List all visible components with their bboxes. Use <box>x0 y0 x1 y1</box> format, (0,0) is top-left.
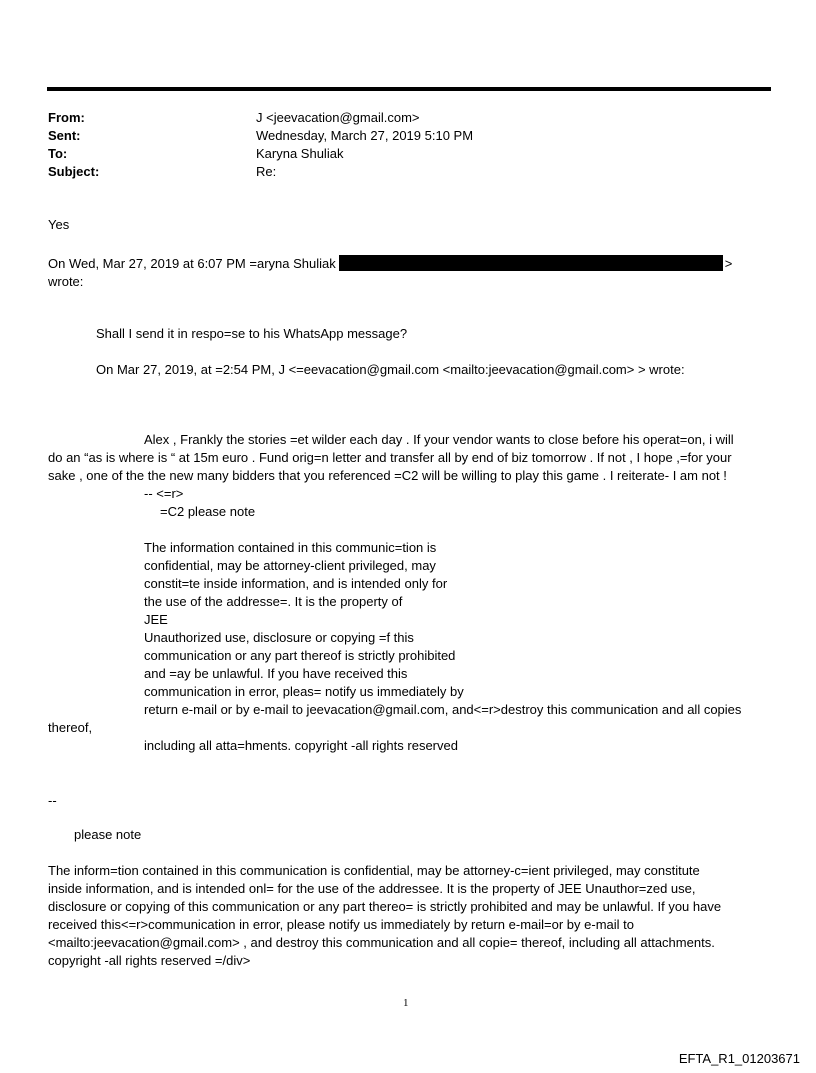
disclaimer-1-line: communication in error, pleas= notify us immediately by <box>144 684 464 699</box>
disclaimer-1-line: constit=te inside information, and is intended only for <box>144 576 448 591</box>
subject-label: Subject: <box>48 164 100 179</box>
dashes-r: -- <=r> <box>144 486 184 501</box>
disclaimer-1-line: the use of the addresse=. It is the property of <box>144 594 403 609</box>
disclaimer-1-line: The information contained in this communic=tion is <box>144 540 437 555</box>
disclaimer-1-line: communication or any part thereof is strictly prohibited <box>144 648 456 663</box>
quote-intro <box>48 255 732 273</box>
disclaimer-1-last: including all atta=hments. copyright -all rights reserved <box>144 738 458 753</box>
subject-value: Re: <box>256 164 277 179</box>
to-value: Karyna Shuliak <box>256 146 344 161</box>
sent-label: Sent: <box>48 128 81 143</box>
disclaimer-2-line: disclosure or copying of this communication or any part thereo= is strictly prohibited and may be unlawful. If you have <box>48 899 722 914</box>
please-note: please note <box>74 827 142 842</box>
subject-row <box>48 163 473 181</box>
sent-row <box>48 127 473 145</box>
alex-line-1: Alex , Frankly the stories =et wilder each day . If your vendor wants to close before his operat=on, i will <box>144 432 734 447</box>
signature-dashes: -- <box>48 793 57 808</box>
from-row <box>48 109 473 127</box>
to-row <box>48 145 473 163</box>
disclaimer-2-line: received this<=r>communication in error, please notify us immediately by return e-mail=or by e-mail to <box>48 917 634 932</box>
disclaimer-2-line: inside information, and is intended onl= for the use of the addressee. It is the property of JEE Unauthor=zed use, <box>48 881 696 896</box>
disclaimer-block-1 <box>144 539 504 701</box>
quoted-intro-2: On Mar 27, 2019, at =2:54 PM, J <=eevacation@gmail.com <mailto:jeevacation@gmail.com> > wrote: <box>96 362 685 377</box>
disclaimer-1-line: JEE <box>144 612 168 627</box>
disclaimer-1-line: Unauthorized use, disclosure or copying =f this <box>144 630 414 645</box>
page-number: 1 <box>403 997 409 1009</box>
bates-number: EFTA_R1_01203671 <box>678 1051 800 1066</box>
reply-text: Yes <box>48 217 70 232</box>
redaction-bar <box>339 255 723 271</box>
disclaimer-1-line: and =ay be unlawful. If you have received this <box>144 666 408 681</box>
disclaimer-2-line: The inform=tion contained in this communication is confidential, may be attorney-c=ient privileged, may constitute <box>48 863 700 878</box>
disclaimer-1-line: confidential, may be attorney-client privileged, may <box>144 558 436 573</box>
to-label: To: <box>48 146 68 161</box>
quote-intro-wrote: wrote: <box>48 274 84 289</box>
quoted-question: Shall I send it in respo=se to his WhatsApp message? <box>96 326 408 341</box>
sent-value: Wednesday, March 27, 2019 5:10 PM <box>256 128 474 143</box>
top-rule <box>47 87 771 91</box>
alex-line-3: sake , one of the the new many bidders that you referenced =C2 will be willing to play this game . I reiterate- I am not ! <box>48 468 727 483</box>
disclaimer-block-2 <box>48 862 772 970</box>
disclaimer-2-line: copyright -all rights reserved =/div> <box>48 953 251 968</box>
c2-please-note: =C2 please note <box>160 504 256 519</box>
disclaimer-1-long-line: return e-mail or by e-mail to jeevacation@gmail.com, and<=r>destroy this communication and all copies <box>144 702 742 717</box>
from-label: From: <box>48 110 85 125</box>
quote-intro-end: > <box>724 256 733 271</box>
disclaimer-2-line: <mailto:jeevacation@gmail.com> , and destroy this communication and all copie= thereof, including all attachments. <box>48 935 715 950</box>
from-value: J <jeevacation@gmail.com> <box>256 110 420 125</box>
quote-intro-start: On Wed, Mar 27, 2019 at 6:07 PM =aryna Shuliak <box>48 256 336 271</box>
email-header <box>48 109 473 181</box>
alex-line-2: do an “as is where is “ at 15m euro . Fund orig=n letter and transfer all by end of biz tomorrow . If not , I hope ,=for your <box>48 450 732 465</box>
disclaimer-1-thereof: thereof, <box>48 720 93 735</box>
